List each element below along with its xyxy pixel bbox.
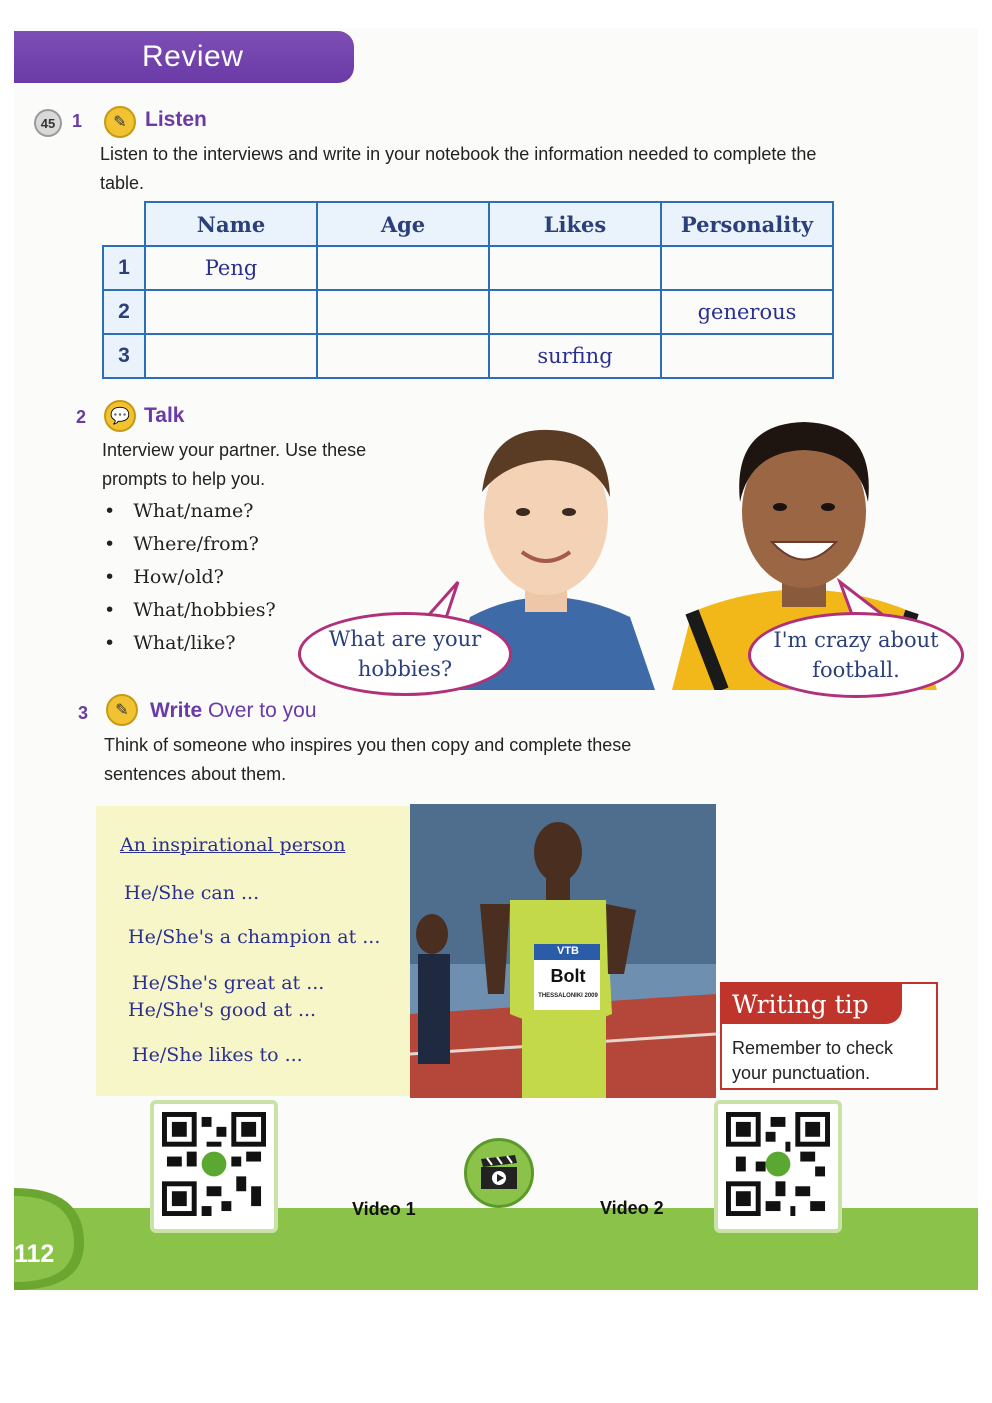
table-cell: Peng (145, 246, 317, 290)
table-header-row (103, 202, 833, 246)
table-row (103, 290, 833, 334)
table-cell (317, 290, 489, 334)
speech-bubble-left: What are your hobbies? (298, 612, 512, 696)
table-cell: surfing (489, 334, 661, 378)
video-clapper-icon[interactable] (464, 1138, 534, 1208)
section-number-2: 2 (76, 407, 87, 427)
table-cell: generous (661, 290, 833, 334)
speech-bubbles-icon: 💬 (104, 400, 136, 432)
list-item: • What/hobbies? (104, 599, 276, 621)
video1-label[interactable]: Video 1 (352, 1199, 416, 1219)
header-likes: Likes (489, 202, 661, 246)
row-number: 3 (103, 334, 145, 378)
table-cell (145, 290, 317, 334)
table-cell (317, 246, 489, 290)
table-cell (489, 246, 661, 290)
pencil-notebook-icon: ✎ (106, 694, 138, 726)
write-instruction: Think of someone who inspires you then copy and complete these sentences about them. (104, 735, 632, 784)
writing-tip-box (720, 982, 938, 1090)
card-line: He/She can ... (124, 882, 260, 904)
section-number-3: 3 (78, 703, 89, 723)
row-number: 2 (103, 290, 145, 334)
writing-tip-title: Writing tip (722, 984, 902, 1024)
table-row (103, 246, 833, 290)
table-cell (317, 334, 489, 378)
page-number-tab (14, 1188, 94, 1290)
speech-bubble-right: I'm crazy about football. (748, 612, 964, 698)
list-item: • What/name? (104, 500, 254, 522)
runner-photo (410, 804, 716, 1098)
prompt-list (104, 500, 276, 665)
page-number: 112 (14, 1240, 55, 1268)
card-line: He/She likes to ... (132, 1044, 303, 1066)
bib-event: THESSALONIKI 2009 (538, 993, 598, 999)
table-cell (661, 246, 833, 290)
header-personality: Personality (661, 202, 833, 246)
listen-instruction: Listen to the interviews and write in your notebook the information needed to complete the table. (100, 144, 817, 193)
section-title-listen: Listen (145, 108, 207, 131)
card-line: He/She's good at ... (128, 999, 317, 1021)
page-title: Review (142, 40, 244, 73)
header-age: Age (317, 202, 489, 246)
section-title-write: Write Over to you (150, 699, 317, 722)
card-heading: An inspirational person (120, 834, 346, 856)
bib-sponsor: VTB (557, 945, 579, 957)
card-line: He/She's a champion at ... (128, 926, 381, 948)
list-item: • How/old? (104, 566, 224, 588)
writing-tip-text: Remember to check your punctuation. (732, 1038, 894, 1083)
talk-instruction-line1: Interview your partner. Use these (102, 440, 367, 460)
sentence-card (96, 806, 416, 1096)
video2-label[interactable]: Video 2 (600, 1198, 664, 1218)
list-item: • Where/from? (104, 533, 259, 555)
list-item: • What/like? (104, 632, 236, 654)
review-banner (14, 31, 354, 83)
card-line: He/She's great at ... (132, 972, 325, 994)
table-cell (145, 334, 317, 378)
qr-code-video2[interactable] (714, 1100, 842, 1233)
table-cell (489, 290, 661, 334)
row-number: 1 (103, 246, 145, 290)
table-row (103, 334, 833, 378)
table-cell (661, 334, 833, 378)
bib-name: Bolt (550, 966, 586, 986)
section-title-talk: Talk (144, 404, 185, 427)
talk-instruction-line2: prompts to help you. (102, 469, 266, 489)
section-number-1: 1 (72, 111, 83, 131)
audio-track-badge[interactable]: 45 (34, 109, 62, 137)
info-table (102, 201, 834, 379)
pencil-notebook-icon: ✎ (104, 106, 136, 138)
header-name: Name (145, 202, 317, 246)
qr-code-video1[interactable] (150, 1100, 278, 1233)
